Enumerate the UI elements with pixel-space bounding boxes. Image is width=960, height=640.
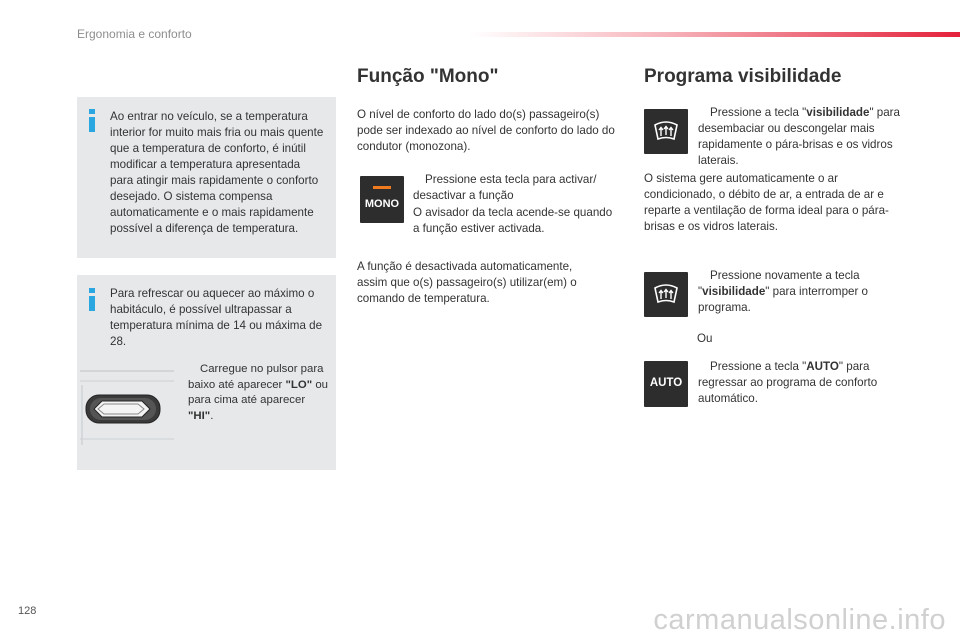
temperature-knob-illustration: [80, 365, 174, 445]
mono-intro: O nível de conforto do lado do(s) passageiro(s) pode ser indexado ao nível de conforto do lado do condutor (monozona).: [357, 108, 615, 153]
info-note-text: Ao entrar no veículo, se a temperatura interior for muito mais fria ou mais quente que a temperatura de conforto, é inútil modificar a temperatura apresentada para atingir mais rapidamente o conforto desejado. O sistema compensa automaticamente e o mais rapidamente possível a diferença de temperatura.: [110, 110, 324, 235]
header-accent-line: [470, 32, 960, 37]
section-title: Ergonomia e conforto: [77, 27, 192, 41]
visibility-step-2: Pressione novamente a tecla "visibilidade" para interromper o programa.: [698, 269, 868, 314]
auto-key-label: AUTO: [649, 377, 683, 389]
watermark-url: carmanualsonline.info: [653, 604, 946, 636]
or-label: Ou: [697, 332, 713, 345]
mono-key: [360, 176, 404, 223]
visibility-step-3: Pressione a tecla "AUTO" para regressar ao programa de conforto automático.: [698, 360, 878, 405]
mono-key-label: MONO: [364, 198, 400, 210]
mono-step: Pressione esta tecla para activar/ desactivar a função: [413, 173, 597, 202]
mono-indicator-light: [373, 186, 391, 189]
auto-key: [644, 361, 688, 407]
windscreen-defrost-icon: [652, 117, 680, 145]
visibility-heading: Programa visibilidade: [644, 66, 842, 87]
visibility-key: [644, 272, 688, 317]
info-note-temperature: [77, 97, 336, 258]
info-icon: [89, 288, 95, 311]
lo-label: "LO": [285, 378, 313, 391]
hi-label: "HI": [188, 409, 211, 422]
visibility-system-description: O sistema gere automaticamente o ar condicionado, o débito de ar, a entrada de ar e reparte a ventilação de forma ideal para o pára-brisas e os vidros laterais.: [644, 172, 889, 233]
info-note-text: Para refrescar ou aquecer ao máximo o habitáculo, é possível ultrapassar a temperatura mínima de 14 ou máxima de 28.: [110, 287, 323, 348]
visibility-step-1: Pressione a tecla "visibilidade" para desembaciar ou descongelar mais rapidamente o pára-brisas e os vidros laterais.: [698, 106, 900, 167]
mono-deactivation: A função é desactivada automaticamente, assim que o(s) passageiro(s) utilizar(em) o comando de temperatura.: [357, 260, 577, 305]
visibility-key: [644, 109, 688, 154]
info-icon: [89, 109, 95, 132]
knob-instruction: Carregue no pulsor para baixo até aparecer "LO" ou para cima até aparecer "HI".: [188, 363, 328, 422]
windscreen-defrost-icon: [652, 280, 680, 308]
page-number: 128: [18, 605, 37, 617]
mono-heading: Função "Mono": [357, 66, 499, 87]
mono-step-note: O avisador da tecla acende-se quando a função estiver activada.: [413, 206, 613, 235]
